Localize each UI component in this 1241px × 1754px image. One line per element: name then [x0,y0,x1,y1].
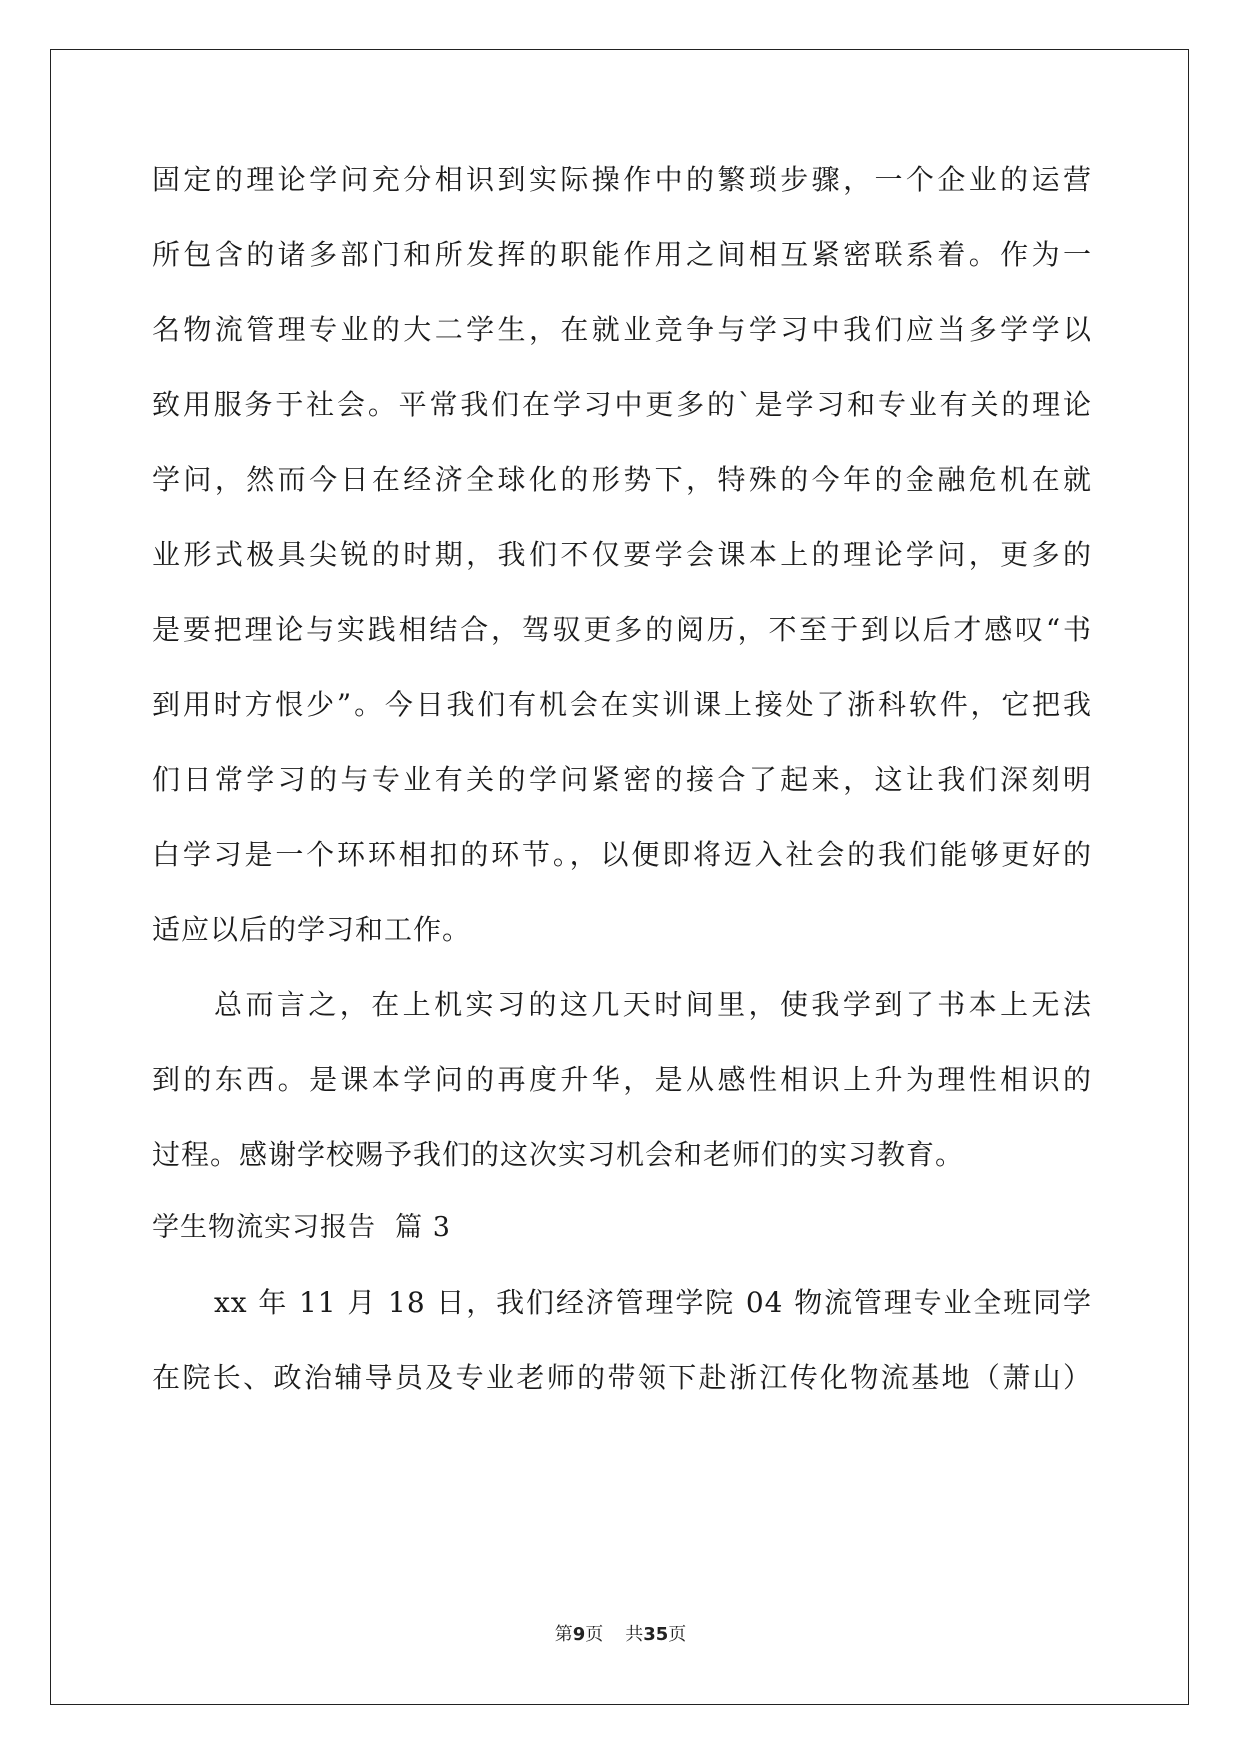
paragraph-line: 学问，然而今日在经济全球化的形势下，特殊的今年的金融危机在就 [152,463,1092,496]
paragraph-line: 们日常学习的与专业有关的学问紧密的接合了起来，这让我们深刻明 [152,763,1092,796]
total-pages: 35 [643,1624,669,1645]
paragraph-line: 适应以后的学习和工作。 [152,913,472,946]
section-heading: 学生物流实习报告 篇 3 [152,1212,451,1243]
page-footer [0,1623,1241,1647]
page-number: 9 [572,1624,586,1645]
paragraph-line: 到的东西。是课本学问的再度升华，是从感性相识上升为理性相识的 [152,1063,1092,1096]
paragraph-line: 固定的理论学问充分相识到实际操作中的繁琐步骤，一个企业的运营 [152,163,1092,196]
paragraph-line: 总而言之，在上机实习的这几天时间里，使我学到了书本上无法 [214,988,1092,1021]
paragraph-line: 是要把理论与实践相结合，驾驭更多的阅历，不至于到以后才感叹“书 [152,613,1092,646]
paragraph-line: xx 年 11 月 18 日，我们经济管理学院 04 物流管理专业全班同学 [214,1286,1092,1319]
paragraph-line: 白学习是一个环环相扣的环节。，以便即将迈入社会的我们能够更好的 [152,838,1092,871]
paragraph-line: 致用服务于社会。平常我们在学习中更多的`是学习和专业有关的理论 [152,388,1092,421]
page-border [50,49,1189,1705]
paragraph-line: 到用时方恨少”。今日我们有机会在实训课上接处了浙科软件，它把我 [152,688,1092,721]
page-mid: 页 [585,1624,604,1645]
paragraph-line: 在院长、政治辅导员及专业老师的带领下赴浙江传化物流基地（萧山） [152,1361,1092,1394]
paragraph-line: 名物流管理专业的大二学生，在就业竞争与学习中我们应当多学学以 [152,313,1092,346]
paragraph-line: 过程。感谢学校赐予我们的这次实习机会和老师们的实习教育。 [152,1138,965,1171]
page-prefix: 第 [554,1624,573,1645]
paragraph-line: 业形式极具尖锐的时期，我们不仅要学会课本上的理论学问，更多的 [152,538,1092,571]
paragraph-line: 所包含的诸多部门和所发挥的职能作用之间相互紧密联系着。作为一 [152,238,1092,271]
total-prefix: 共 [625,1624,644,1645]
total-suffix: 页 [668,1624,687,1645]
